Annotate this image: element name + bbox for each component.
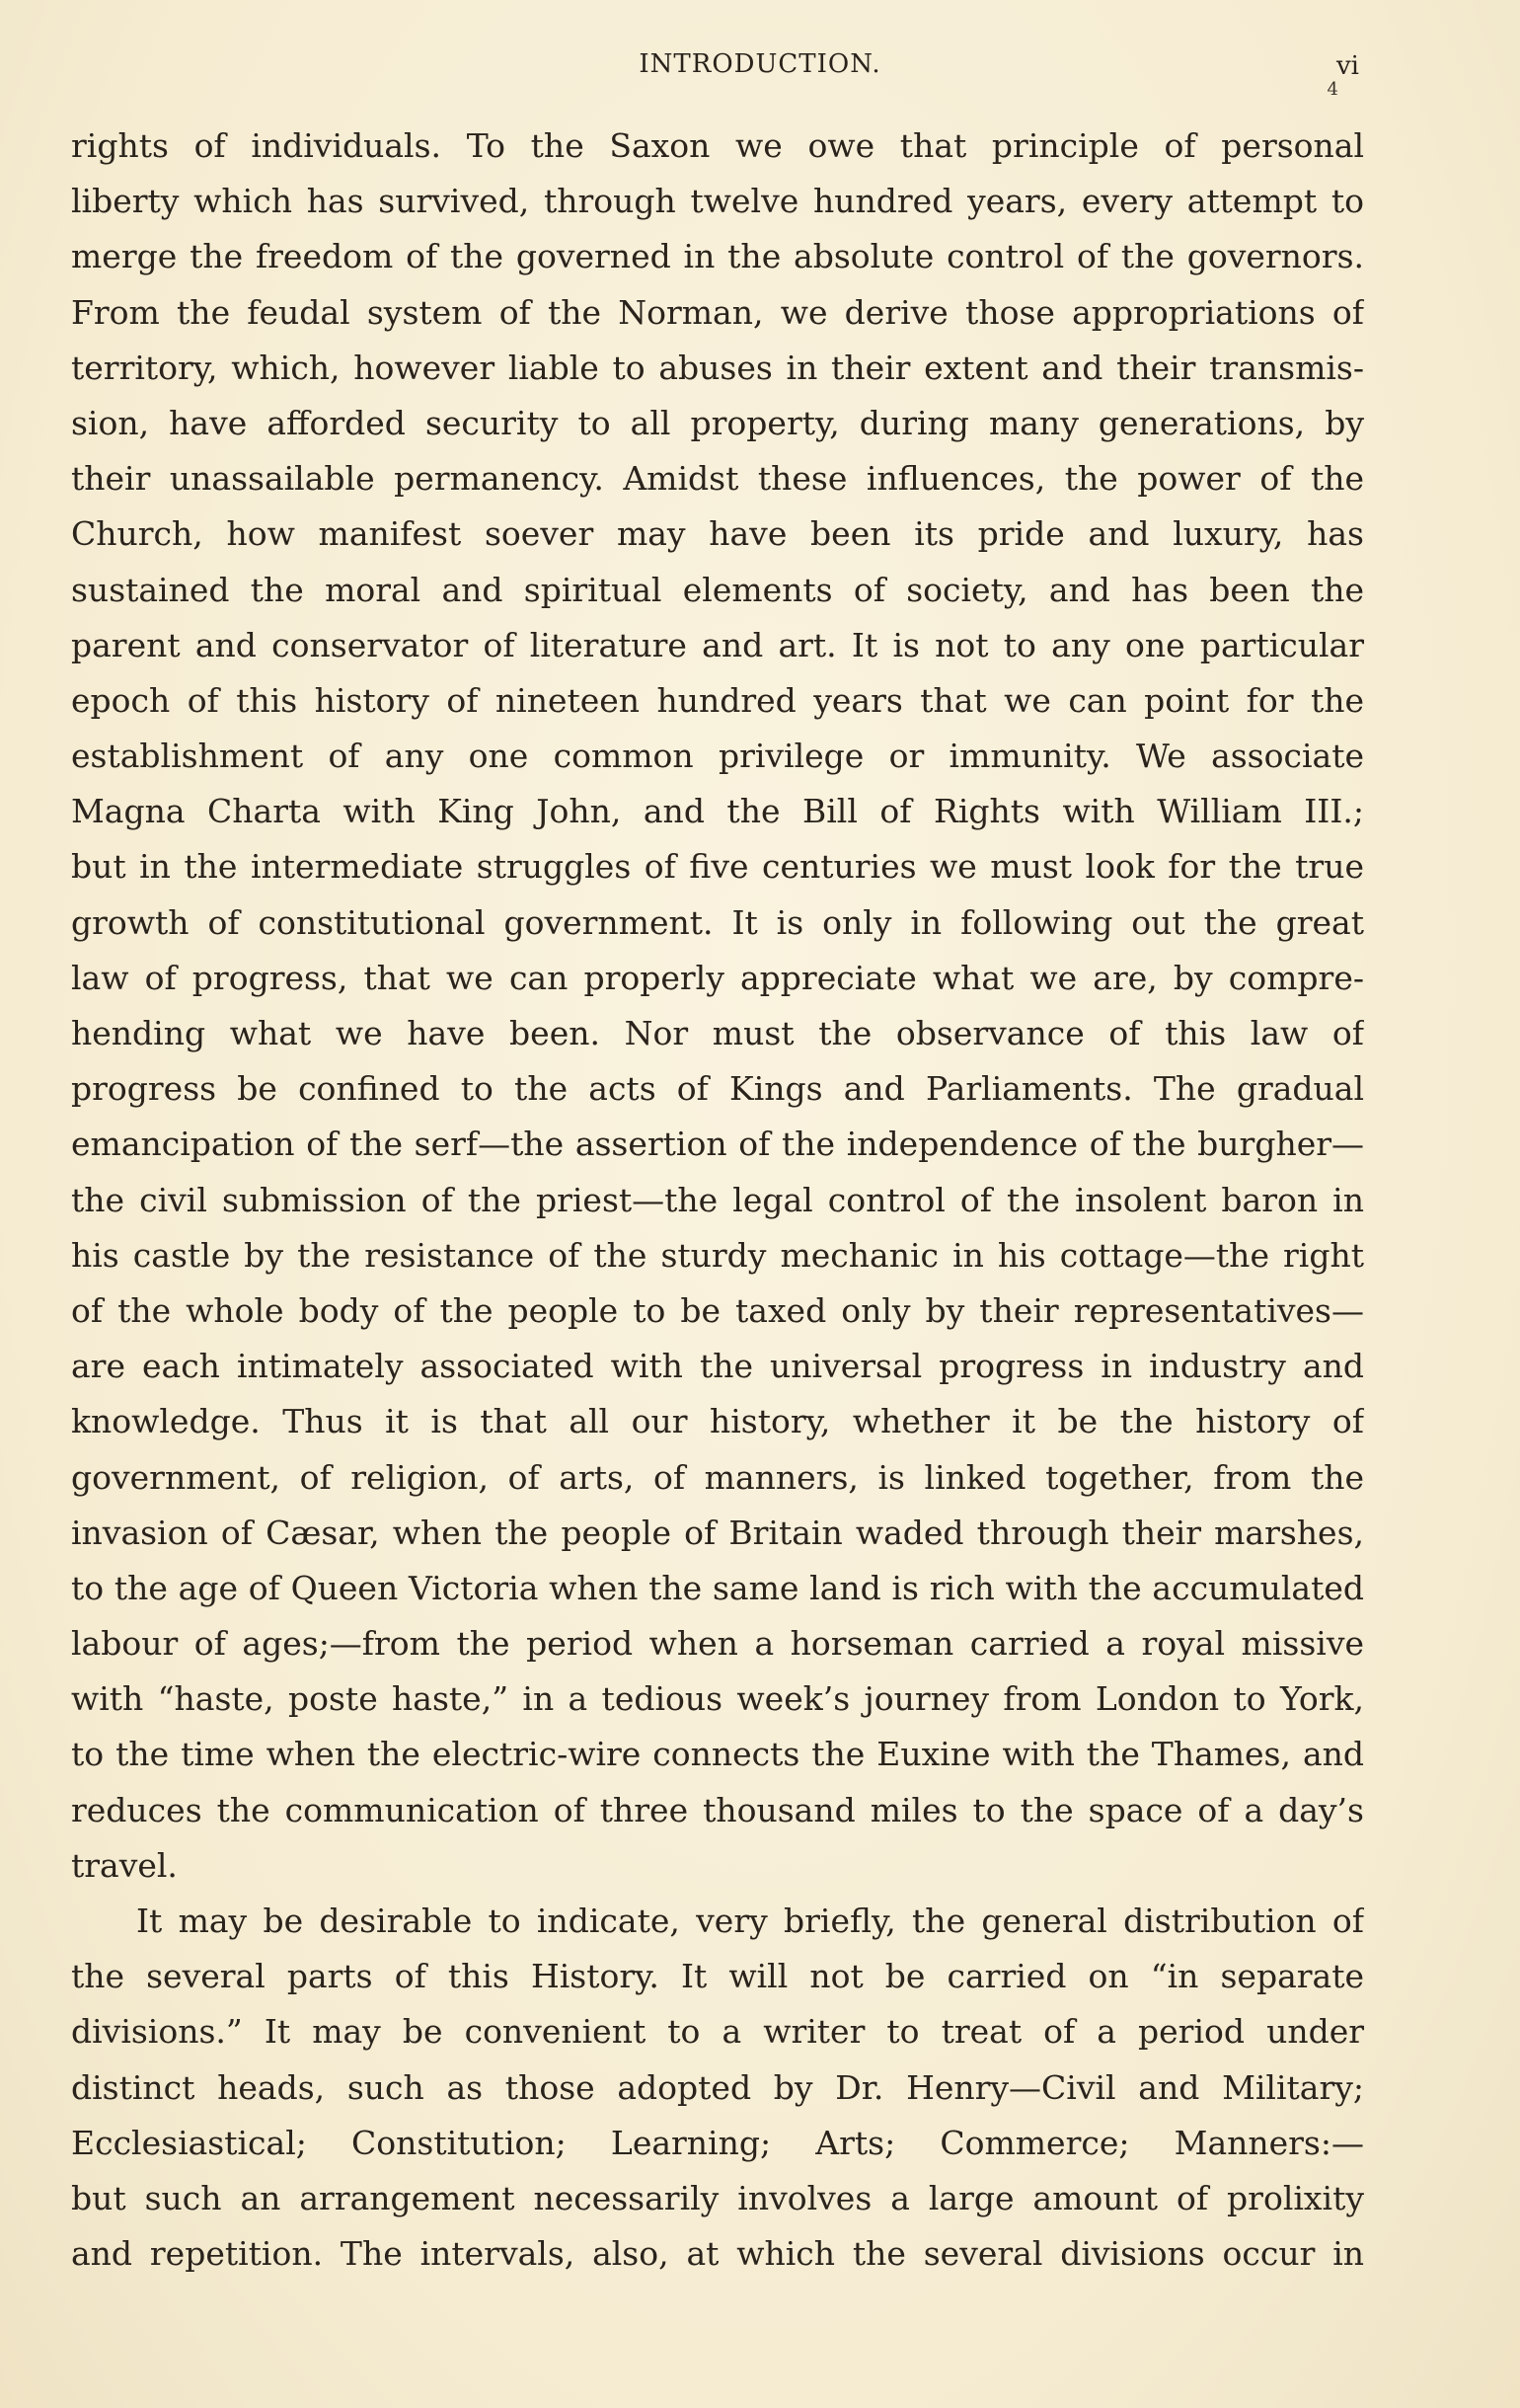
text-line: but in the intermediate struggles of five centuries we must look for the true xyxy=(71,847,1364,887)
text-line: divisions.” It may be convenient to a writer to treat of a period under xyxy=(71,2012,1364,2052)
text-line: to the time when the electric-wire connects the Euxine with the Thames, and xyxy=(71,1735,1364,1774)
text-line: Church, how manifest soever may have been its pride and luxury, has xyxy=(71,514,1364,554)
text-line: epoch of this history of nineteen hundred years that we can point for the xyxy=(71,680,1364,720)
running-title: INTRODUCTION. xyxy=(639,49,881,79)
text-line: knowledge. Thus it is that all our history, whether it be the history of xyxy=(71,1402,1364,1441)
paragraph-start-line: It may be desirable to indicate, very briefly, the general distribution of xyxy=(136,1902,1364,1940)
text-line: emancipation of the serf—the assertion of the independence of the burgher— xyxy=(71,1125,1364,1164)
text-line: law of progress, that we can properly appreciate what we are, by compre- xyxy=(71,958,1364,997)
text-line: their unassailable permanency. Amidst these influences, the power of the xyxy=(71,459,1364,499)
text-line: Ecclesiastical; Constitution; Learning; Arts; Commerce; Manners:— xyxy=(71,2123,1364,2162)
text-line: reduces the communication of three thousand miles to the space of a day’s xyxy=(71,1790,1364,1829)
text-line: with “haste, poste haste,” in a tedious week’s journey from London to York, xyxy=(71,1679,1364,1719)
text-line: the several parts of this History. It will not be carried on “in separate xyxy=(71,1957,1364,1996)
text-line: his castle by the resistance of the sturdy mechanic in his cottage—the right xyxy=(71,1235,1364,1275)
text-line: to the age of Queen Victoria when the same land is rich with the accumulated xyxy=(71,1568,1364,1607)
text-line: are each intimately associated with the universal progress in industry and xyxy=(71,1347,1364,1386)
text-line: From the feudal system of the Norman, we derive those appropriations of xyxy=(71,292,1364,332)
text-line: sustained the moral and spiritual elements of society, and has been the xyxy=(71,570,1364,609)
text-line: but such an arrangement necessarily involves a large amount of prolixity xyxy=(71,2178,1364,2217)
text-line: the civil submission of the priest—the legal control of the insolent baron in xyxy=(71,1180,1364,1219)
text-line: Magna Charta with King John, and the Bill of Rights with William III.; xyxy=(71,792,1364,831)
text-line: of the whole body of the people to be taxed only by their representatives— xyxy=(71,1290,1364,1330)
text-line: invasion of Cæsar, when the people of Britain waded through their marshes, xyxy=(71,1513,1364,1552)
text-line: progress be confined to the acts of Kings and Parliaments. The gradual xyxy=(71,1069,1364,1109)
text-line: merge the freedom of the governed in the absolute control of the governors. xyxy=(71,237,1364,276)
text-line: parent and conservator of literature and art. It is not to any one particular xyxy=(71,625,1364,664)
text-line: hending what we have been. Nor must the observance of this law of xyxy=(71,1014,1364,1052)
text-line: sion, have afforded security to all property, during many generations, by xyxy=(71,403,1364,442)
text-line: distinct heads, such as those adopted by Dr. Henry—Civil and Military; xyxy=(71,2067,1364,2107)
paragraph-end-line: travel. xyxy=(71,1845,178,1885)
text-line: labour of ages;—from the period when a horseman carried a royal missive xyxy=(71,1624,1364,1664)
body-text xyxy=(71,118,1364,2282)
page-number: vi xyxy=(1335,51,1359,81)
signature-mark: 4 xyxy=(1327,79,1338,100)
text-line: territory, which, however liable to abuses in their extent and their transmis- xyxy=(71,348,1364,387)
text-line: rights of individuals. To the Saxon we owe that principle of personal xyxy=(71,126,1364,165)
text-line: and repetition. The intervals, also, at which the several divisions occur in xyxy=(71,2234,1364,2274)
text-line: government, of religion, of arts, of manners, is linked together, from the xyxy=(71,1457,1364,1497)
text-line: liberty which has survived, through twelve hundred years, every attempt to xyxy=(71,182,1364,221)
text-line: establishment of any one common privilege or immunity. We associate xyxy=(71,737,1364,776)
running-head xyxy=(0,49,1520,100)
text-line: growth of constitutional government. It is only in following out the great xyxy=(71,902,1364,942)
